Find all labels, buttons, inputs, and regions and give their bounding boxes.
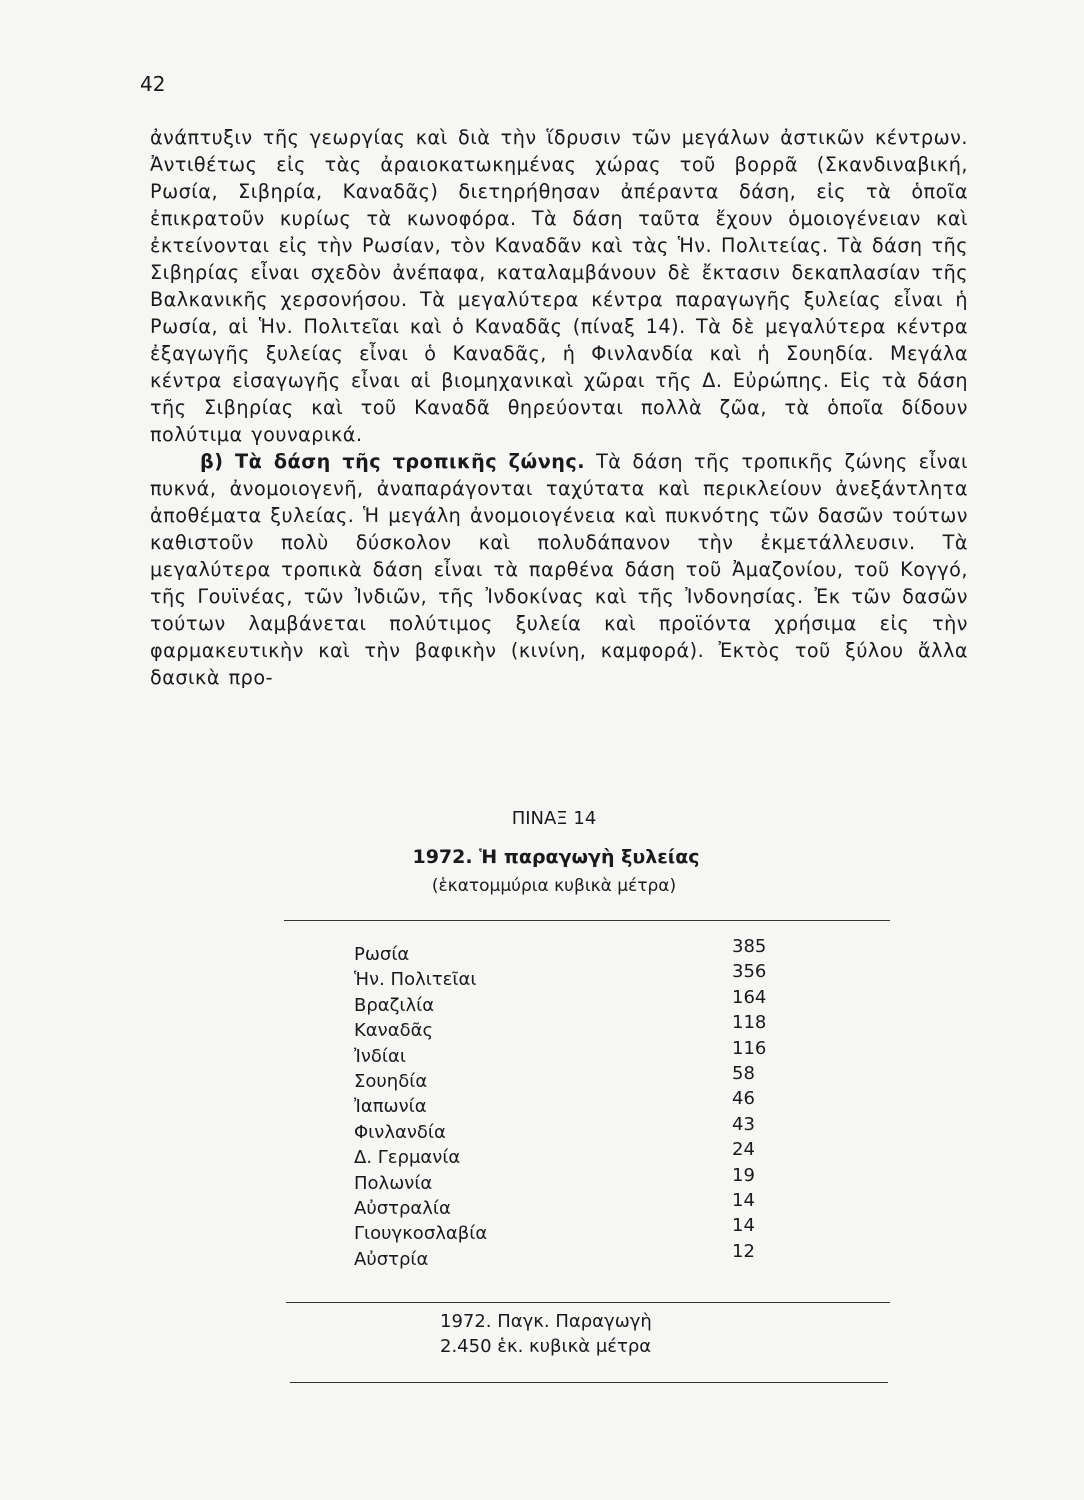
- table-row: [354, 1240, 774, 1270]
- paragraph-northern-forests: ἀνάπτυξιν τῆς γεωργίας καὶ διὰ τὴν ἵδρυσιν τῶν μεγάλων ἀστικῶν κέντρων. Ἀντιθέτως εἰς τὰς ἀραιοκατωκημένας χώρας τοῦ βορρᾶ (Σκανδιναβική, Ρωσία, Σιβηρία, Καναδᾶς) διετηρήθησαν ἀπέραντα δάση, εἰς τὰ ὁποῖα ἐπικρατοῦν κυρίως τὰ κωνοφόρα. Τὰ δάση ταῦτα ἔχουν ὁμοιογένειαν καὶ ἐκτείνονται εἰς τὴν Ρωσίαν, τὸν Καναδᾶν καὶ τὰς Ἡν. Πολιτείας. Τὰ δάση τῆς Σιβηρίας εἶναι σχεδὸν ἀνέπαφα, καταλαμβάνουν δὲ ἔκτασιν δεκαπλασίαν τῆς Βαλκανικῆς χερσονήσου. Τὰ μεγαλύτερα κέντρα παραγωγῆς ξυλείας εἶναι ἡ Ρωσία, αἱ Ἡν. Πολιτεῖαι καὶ ὁ Καναδᾶς (πίναξ 14). Τὰ δὲ μεγαλύτερα κέντρα ἐξαγωγῆς ξυλείας εἶναι ὁ Καναδᾶς, ἡ Φινλανδία καὶ ἡ Σουηδία. Μεγάλα κέντρα εἰσαγωγῆς εἶναι αἱ βιομηχανικαὶ χῶραι τῆς Δ. Εὐρώπης. Εἰς τὰ δάση τῆς Σιβηρίας καὶ τοῦ Καναδᾶ θηρεύονται πολλὰ ζῶα, τὰ ὁποῖα δίδουν πολύτιμα γουναρικά.: [150, 126, 968, 446]
- country-name: Σουηδία: [354, 1070, 428, 1092]
- table-title: 1972. Ἡ παραγωγὴ ξυλείας: [412, 846, 700, 868]
- production-table: [354, 936, 774, 1270]
- production-value: 58: [732, 1062, 755, 1084]
- table-row: [354, 1062, 774, 1092]
- table-bottom-rule: [286, 1302, 890, 1303]
- production-value: 12: [732, 1240, 755, 1262]
- production-value: 118: [732, 1012, 767, 1034]
- table-row: [354, 1164, 774, 1194]
- table-row: [354, 1139, 774, 1169]
- country-name: Πολωνία: [354, 1172, 433, 1194]
- table-row: [354, 1088, 774, 1118]
- paragraph-tropical-forests: [150, 448, 968, 691]
- total-label: 1972. Παγκ. Παραγωγὴ: [440, 1311, 652, 1332]
- production-value: 14: [732, 1215, 755, 1237]
- table-row: [354, 1012, 774, 1042]
- production-value: 116: [732, 1037, 767, 1059]
- production-value: 14: [732, 1189, 755, 1211]
- production-value: 356: [732, 961, 767, 983]
- country-name: Βραζιλία: [354, 994, 435, 1016]
- country-name: Αὐστραλία: [354, 1197, 451, 1219]
- table-label: ΠΙΝΑΞ 14: [511, 808, 597, 829]
- table-row: [354, 1215, 774, 1245]
- country-name: Γιουγκοσλαβία: [354, 1223, 488, 1245]
- production-value: 46: [732, 1088, 755, 1110]
- table-row: [354, 961, 774, 991]
- table-final-rule: [290, 1382, 888, 1383]
- total-value: 2.450 ἑκ. κυβικὰ μέτρα: [440, 1336, 652, 1357]
- production-value: 385: [732, 936, 767, 957]
- country-name: Καναδᾶς: [354, 1020, 434, 1042]
- table-row: [354, 1037, 774, 1067]
- table-units: (ἑκατομμύρια κυβικὰ μέτρα): [431, 876, 677, 896]
- table-row: [354, 1113, 774, 1143]
- table-row: [354, 1189, 774, 1219]
- country-name: Ἡν. Πολιτεῖαι: [354, 969, 477, 991]
- page-number: 42: [140, 72, 166, 96]
- country-name: Ρωσία: [354, 944, 410, 965]
- section-heading: β) Τὰ δάση τῆς τροπικῆς ζώνης.: [200, 450, 586, 473]
- country-name: Δ. Γερμανία: [354, 1147, 461, 1169]
- table-top-rule: [284, 920, 890, 921]
- production-value: 19: [732, 1164, 755, 1186]
- table-row: [354, 936, 774, 965]
- country-name: Αὐστρία: [354, 1248, 429, 1270]
- production-value: 24: [732, 1139, 755, 1161]
- country-name: Ἰαπωνία: [354, 1096, 427, 1118]
- country-name: Φινλανδία: [354, 1121, 446, 1143]
- paragraph-tropical-text: Τὰ δάση τῆς τροπικῆς ζώνης εἶναι πυκνά, ἀνομοιογενῆ, ἀναπαράγονται ταχύτατα καὶ περικλείουν ἀνεξάντλητα ἀποθέματα ξυλείας. Ἡ μεγάλη ἀνομοιογένεια καὶ πυκνότης τῶν δασῶν τούτων καθιστοῦν πολὺ δύσκολον καὶ πολυδάπανον τὴν ἐκμετάλλευσιν. Τὰ μεγαλύτερα τροπικὰ δάση εἶναι τὰ παρθένα δάση τοῦ Ἀμαζονίου, τοῦ Κογγό, τῆς Γουϊνέας, τῶν Ἰνδιῶν, τῆς Ἰνδοκίνας καὶ τῆς Ἰνδονησίας. Ἐκ τῶν δασῶν τούτων λαμβάνεται πολύτιμος ξυλεία καὶ προϊόντα χρήσιμα εἰς τὴν φαρμακευτικὴν καὶ τὴν βαφικὴν (κινίνη, καμφορά). Ἐκτὸς τοῦ ξύλου ἄλλα δασικὰ προ-: [150, 450, 968, 689]
- body-text: [150, 124, 968, 691]
- country-name: Ἰνδίαι: [354, 1045, 406, 1067]
- production-value: 43: [732, 1113, 755, 1135]
- production-value: 164: [732, 986, 767, 1008]
- table-row: [354, 986, 774, 1016]
